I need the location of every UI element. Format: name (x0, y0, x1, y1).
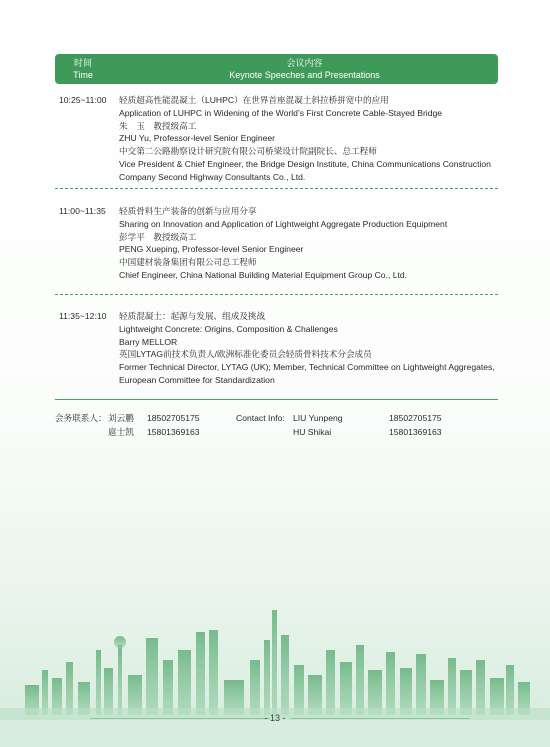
session-content (119, 205, 495, 282)
speaker-affiliation-en: Former Technical Director, LYTAG (UK); Member, Technical Committee on Lightweight Aggregates, European Committee for Standardization (119, 362, 495, 385)
contact-name: 刘云鹏 (108, 413, 134, 423)
talk-header-en: Keynote Speeches and Presentations (229, 70, 380, 80)
session-title-en: Sharing on Innovation and Application of Lightweight Aggregate Production Equipment (119, 218, 448, 229)
contact-phone: 15801369163 (389, 426, 442, 437)
speaker-name-cn: 彭学平 教授级高工 (119, 231, 197, 242)
session-title-en: Application of LUHPC in Widening of the World’s First Concrete Cable-Stayed Bridge (119, 107, 443, 118)
speaker-affiliation-en: Vice President & Chief Engineer, the Bridge Design Institute, China Communications Construction Company Second Highway Consultants Co., Ltd. (119, 158, 491, 182)
session-time: 10:25~11:00 (59, 95, 107, 105)
contact-phone: 18502705175 (389, 413, 442, 423)
contact-names-en (293, 412, 343, 439)
time-header-en: Time (73, 70, 93, 80)
speaker-affiliation-cn: 英国LYTAG前技术负责人/欧洲标准化委员会轻质骨料技术分会成员 (119, 349, 372, 360)
schedule-table-header (55, 54, 498, 84)
session-time: 11:35~12:10 (59, 311, 107, 321)
speaker-name-en: PENG Xueping, Professor-level Senior Engineer (119, 244, 304, 255)
contact-phone: 15801369163 (147, 426, 200, 437)
speaker-name: Barry MELLOR (119, 336, 178, 347)
contact-name: HU Shikai (293, 426, 332, 437)
session-title-cn: 轻质混凝土：起源与发展、组成及挑战 (119, 311, 266, 321)
session-content (119, 310, 495, 387)
session-title-cn: 轻质骨料生产装备的创新与应用分享 (119, 206, 257, 216)
session-divider (55, 294, 498, 295)
speaker-affiliation-cn: 中交第二公路勘察设计研究院有限公司桥梁设计院副院长、总工程师 (119, 146, 377, 157)
session-title-en: Lightweight Concrete: Origins, Composition & Challenges (119, 323, 338, 334)
contact-name: LIU Yunpeng (293, 413, 343, 423)
contact-label-en: Contact Info: (236, 413, 285, 423)
time-column-header (55, 57, 111, 81)
session-time: 11:00~11:35 (59, 206, 106, 216)
session-content (119, 94, 495, 184)
speaker-name-cn: 朱 玉 教授级高工 (119, 120, 197, 131)
contact-names-cn (108, 412, 134, 439)
page-number: - 13 - (264, 713, 286, 723)
session-title-cn: 轻质超高性能混凝土（LUHPC）在世界首座混凝土斜拉桥拼宽中的应用 (119, 95, 389, 105)
speaker-affiliation-cn: 中国建材装备集团有限公司总工程师 (119, 257, 257, 268)
talk-column-header (111, 57, 498, 81)
page-number-rule-right (290, 718, 470, 719)
contact-name: 扈士凯 (108, 426, 134, 437)
speaker-affiliation-en: Chief Engineer, China National Building Material Equipment Group Co., Ltd. (119, 269, 408, 280)
speaker-name-en: ZHU Yu, Professor-level Senior Engineer (119, 133, 276, 144)
session-divider (55, 188, 498, 189)
contact-phone: 18502705175 (147, 413, 200, 423)
contact-phones-en (389, 412, 442, 439)
talk-header-cn: 会议内容 (286, 58, 323, 68)
contact-phones-cn (147, 412, 200, 439)
city-skyline-illustration (0, 590, 550, 720)
time-header-cn: 时间 (73, 58, 92, 68)
table-bottom-rule (55, 399, 498, 400)
contact-label-cn: 会务联系人： (55, 413, 107, 423)
